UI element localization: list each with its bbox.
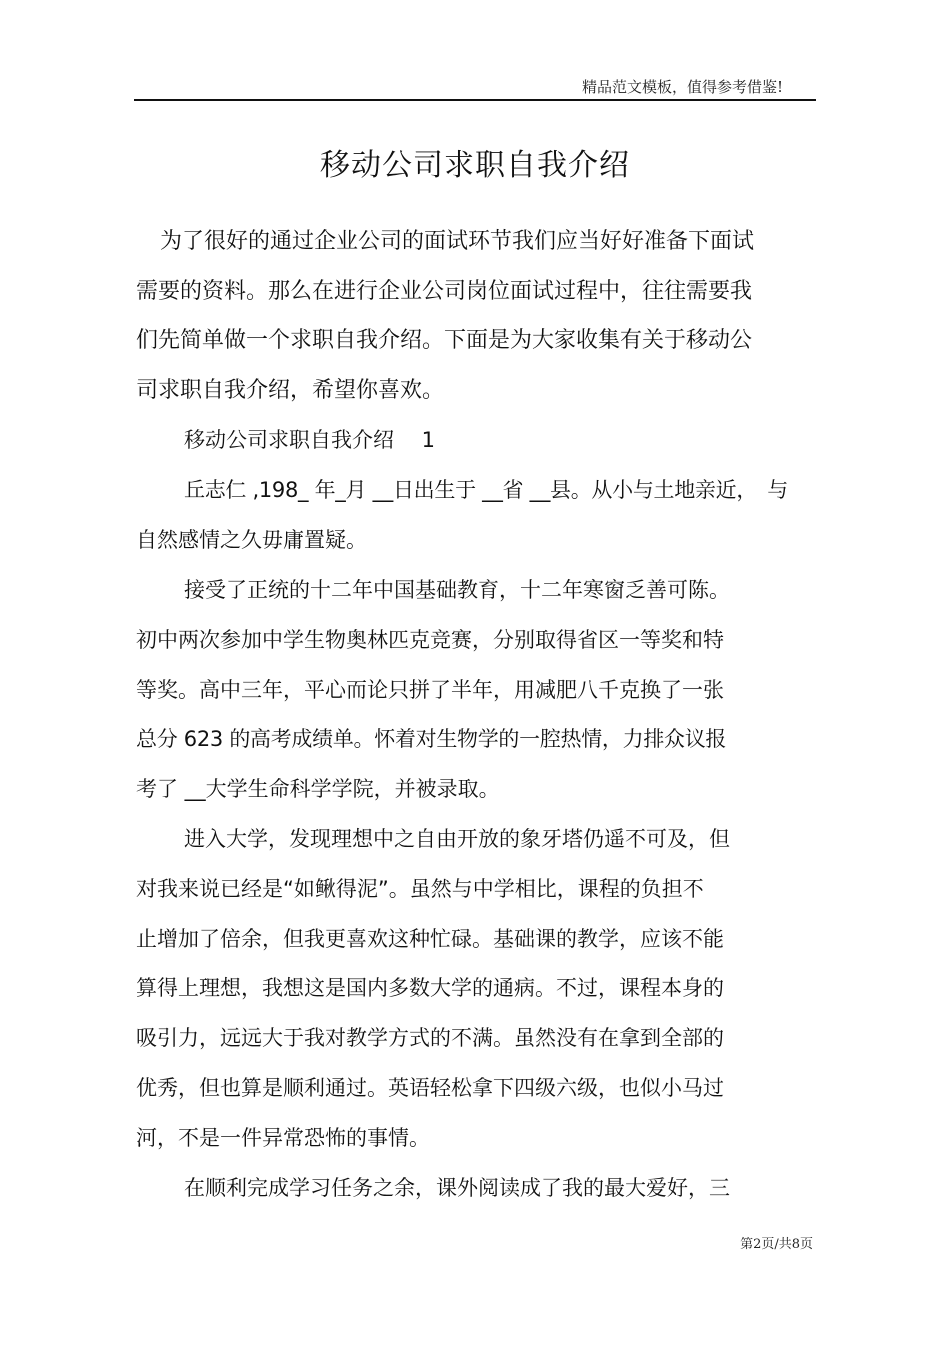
text-line: 优秀，但也算是顺利通过。英语轻松拿下四级六级，也似小马过	[136, 1076, 724, 1100]
text-line: 算得上理想，我想这是国内多数大学的通病。不过，课程本身的	[136, 976, 724, 1000]
text-line: 对我来说已经是“如鳅得泥”。虽然与中学相比，课程的负担不	[136, 877, 704, 901]
text-line: 等奖。高中三年，平心而论只拼了半年，用减肥八千克换了一张	[136, 678, 724, 702]
text-line: 们先简单做一个求职自我介绍。下面是为大家收集有关于移动公	[136, 328, 753, 353]
section-heading: 移动公司求职自我介绍 1	[184, 428, 436, 452]
text-line: 吸引力，远远大于我对教学方式的不满。虽然没有在拿到全部的	[136, 1026, 724, 1050]
text-line: 自然感情之久毋庸置疑。	[136, 528, 367, 552]
text-line: 河，不是一件异常恐怖的事情。	[136, 1126, 430, 1150]
text-line: 考了 __大学生命科学学院，并被录取。	[136, 777, 500, 801]
text-line: 进入大学，发现理想中之自由开放的象牙塔仍遥不可及，但	[184, 827, 730, 851]
document-title: 移动公司求职自我介绍	[320, 148, 630, 183]
text-line: 在顺利完成学习任务之余，课外阅读成了我的最大爱好，三	[184, 1176, 730, 1200]
page-number: 第2页/共8页	[740, 1237, 813, 1252]
text-line: 丘志仁 ,198_ 年_月 __日出生于 __省 __县。从小与土地亲近， 与	[184, 478, 788, 502]
text-line: 司求职自我介绍，希望你喜欢。	[136, 378, 445, 403]
text-line: 为了很好的通过企业公司的面试环节我们应当好好准备下面试	[160, 229, 755, 254]
text-line: 需要的资料。那么在进行企业公司岗位面试过程中，往往需要我	[136, 279, 753, 304]
text-line: 接受了正统的十二年中国基础教育，十二年寒窗乏善可陈。	[184, 578, 730, 602]
text-line: 总分 623 的高考成绩单。怀着对生物学的一腔热情，力排众议报	[136, 727, 727, 751]
header-rule	[134, 99, 816, 101]
text-line: 止增加了倍余，但我更喜欢这种忙碌。基础课的教学，应该不能	[136, 927, 724, 951]
text-line: 初中两次参加中学生物奥林匹克竞赛，分别取得省区一等奖和特	[136, 628, 724, 652]
header-note: 精品范文模板，值得参考借鉴!	[581, 78, 783, 96]
